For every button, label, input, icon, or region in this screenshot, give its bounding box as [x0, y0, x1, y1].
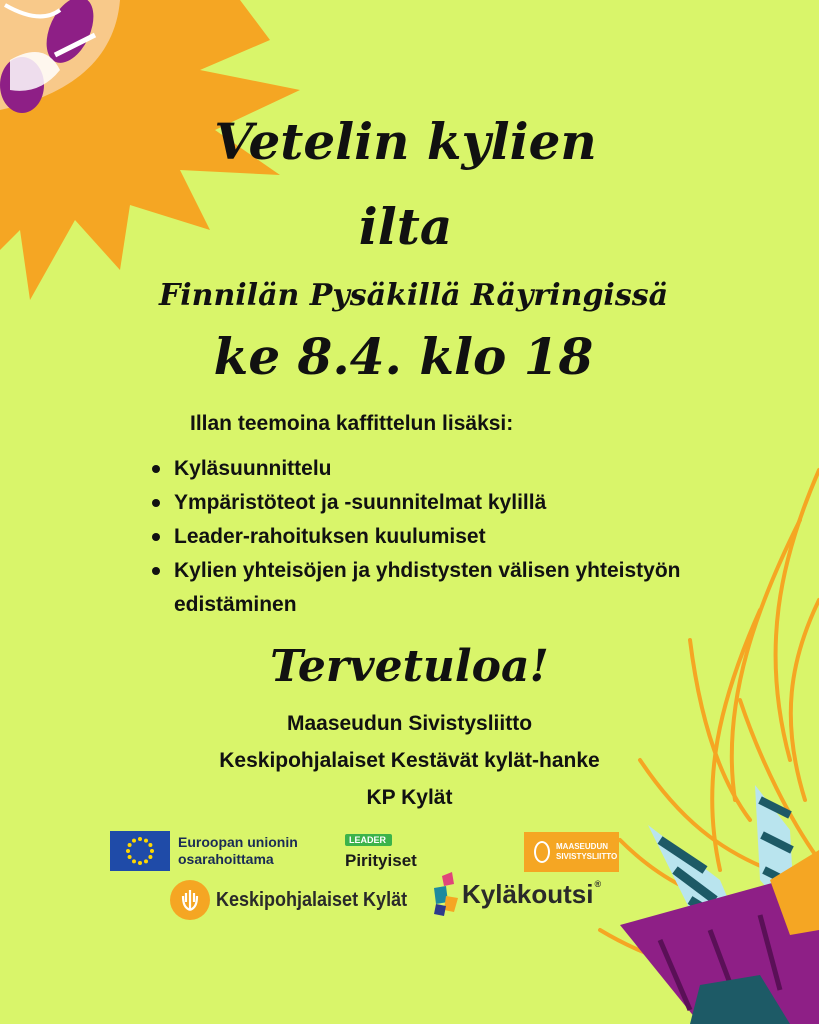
kpk-emblem-icon — [170, 880, 210, 920]
eu-text-line: Euroopan unionin — [178, 834, 298, 850]
msl-text-line: SIVISTYSLIITTO — [556, 852, 618, 861]
list-item: Ympäristöteot ja -suunnitelmat kylillä — [150, 486, 710, 520]
kylakoutsi-emblem-icon — [432, 872, 460, 916]
organizer-name: KP Kylät — [366, 786, 453, 809]
welcome-heading: Tervetuloa! — [270, 641, 549, 692]
eu-text-line: osarahoittama — [178, 851, 274, 867]
leaf-icon — [534, 841, 550, 863]
eu-flag-icon — [110, 831, 170, 871]
eu-funding-text — [178, 834, 298, 868]
event-location: Finnilän Pysäkillä Räyringissä — [158, 278, 669, 313]
leader-tag: LEADER — [345, 834, 392, 846]
leader-pirityiset-logo — [345, 830, 417, 871]
maaseudun-sivistysliitto-logo — [524, 832, 619, 872]
leaf-shapes — [620, 785, 819, 1024]
event-datetime: ke 8.4. klo 18 — [213, 327, 594, 386]
topics-intro: Illan teemoina kaffittelun lisäksi: — [190, 412, 514, 435]
kylakoutsi-logo-text — [462, 879, 601, 910]
title-line-1: Vetelin kylien — [214, 112, 597, 171]
keskipohjalaiset-kylat-logo — [170, 880, 428, 920]
kylakoutsi-logo — [432, 872, 601, 916]
list-item: Leader-rahoituksen kuulumiset — [150, 520, 710, 554]
organizer-list — [0, 705, 819, 816]
organizer-name: Keskipohjalaiset Kestävät kylät-hanke — [219, 749, 600, 772]
msl-text-line: MAASEUDUN — [556, 842, 608, 851]
registered-mark: ® — [594, 878, 602, 889]
topic-list — [150, 452, 710, 622]
kpk-logo-text: Keskipohjalaiset Kylät — [216, 888, 408, 911]
organizer-name: Maaseudun Sivistysliitto — [286, 712, 533, 735]
title-line-2: ilta — [358, 197, 453, 256]
kylakoutsi-name: Kyläkoutsi — [462, 878, 594, 909]
list-item: Kyläsuunnittelu — [150, 452, 710, 486]
eu-funding-logo — [110, 831, 298, 871]
list-item: Kylien yhteisöjen ja yhdistysten välisen yhteistyön edistäminen — [150, 554, 710, 622]
leader-group-name: Pirityiset — [345, 851, 417, 870]
msl-logo-text — [556, 842, 617, 862]
